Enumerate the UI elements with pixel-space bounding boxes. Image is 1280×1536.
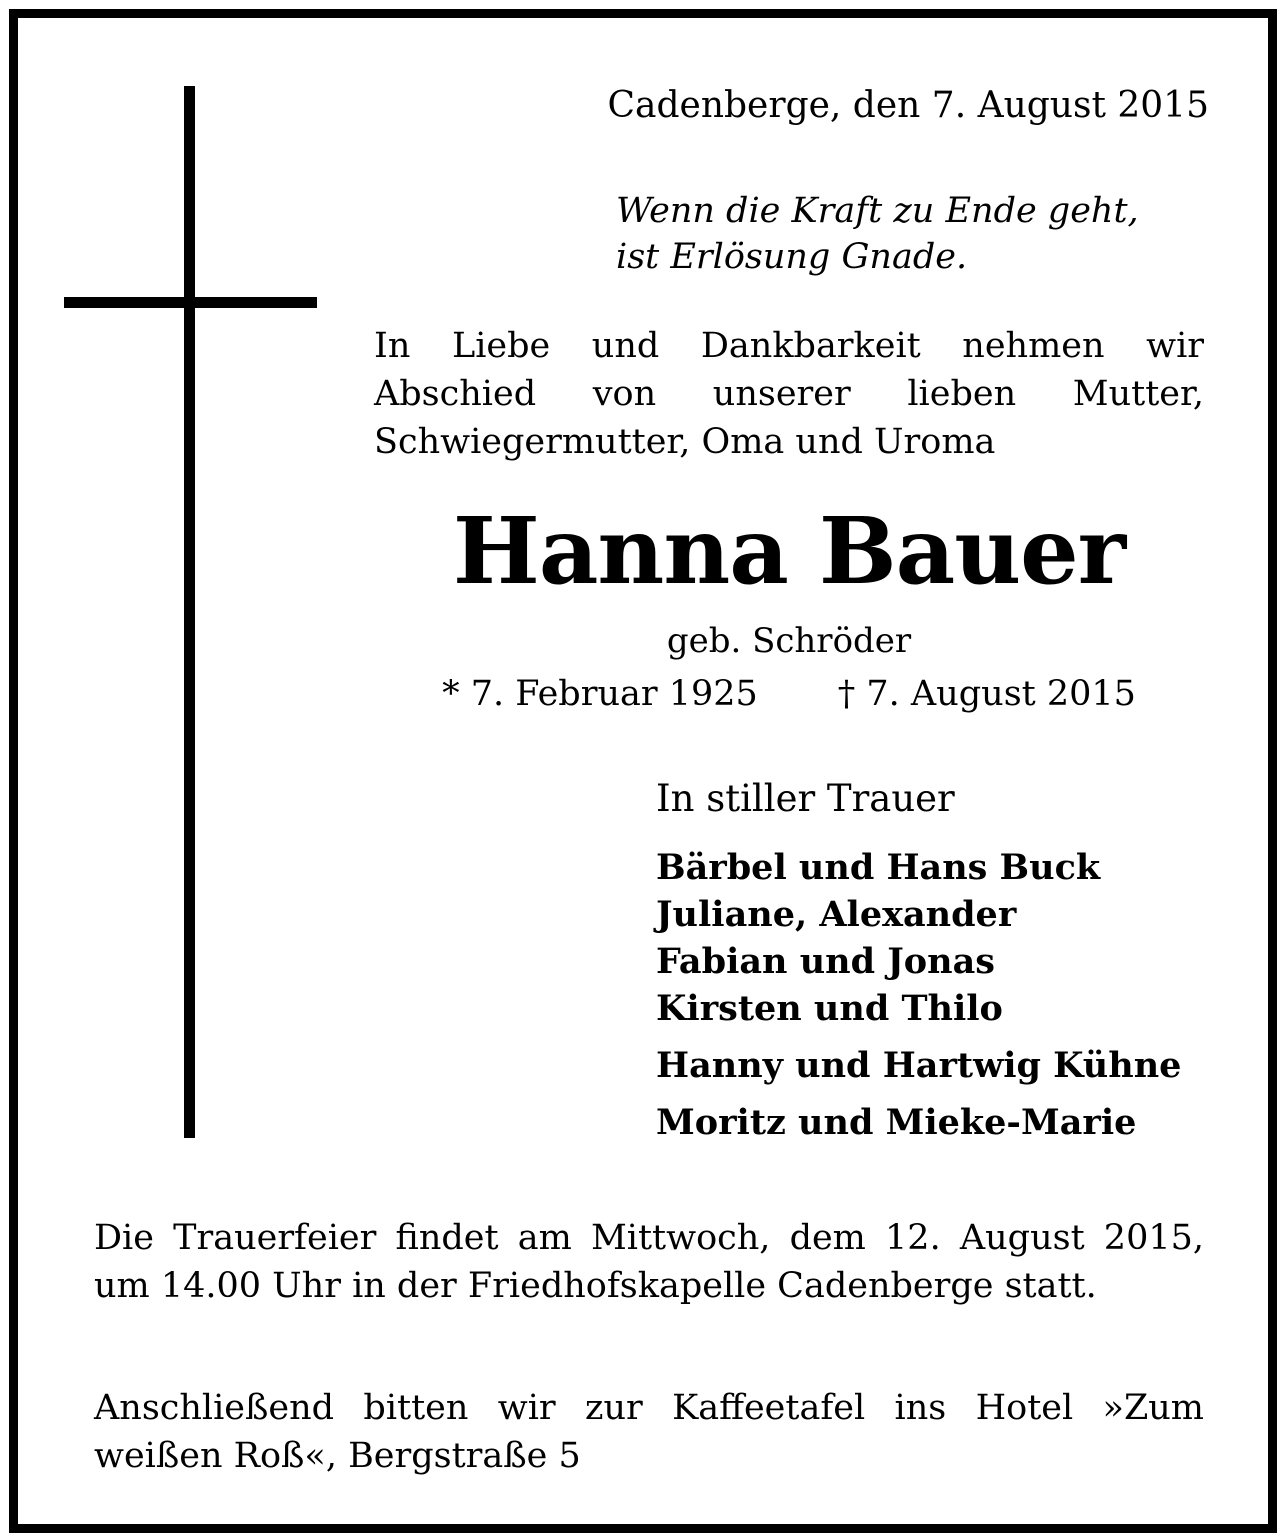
obituary-notice: [9, 9, 1277, 1533]
death-date: † 7. August 2015: [837, 674, 1136, 714]
cross-icon-horizontal-beam: [64, 297, 317, 308]
deceased-name: Hanna Bauer: [452, 497, 1126, 605]
mourner-line: Moritz und Mieke-Marie: [656, 1102, 1137, 1143]
birth-name: geb. Schröder: [666, 621, 912, 661]
ceremony-info: Die Trauerfeier findet am Mittwoch, dem 12. August 2015, um 14.00 Uhr in der Friedhofskapelle Cadenberge statt.: [94, 1218, 1204, 1306]
quote: [616, 188, 1139, 280]
quote-line-2: ist Erlösung Gnade.: [616, 237, 968, 277]
mourning-heading: In stiller Trauer: [656, 777, 955, 820]
quote-line-1: Wenn die Kraft zu Ende geht,: [616, 191, 1139, 231]
cross-icon-vertical-beam: [184, 86, 195, 1138]
intro-text: In Liebe und Dankbarkeit nehmen wir Abschied von unserer lieben Mutter, Schwiegermutter, Oma und Uroma: [374, 326, 1204, 462]
mourners-list: [656, 844, 1181, 1146]
mourner-line: Bärbel und Hans Buck: [656, 847, 1101, 888]
mourner-line: Kirsten und Thilo: [656, 988, 1003, 1029]
place-date: Cadenberge, den 7. August 2015: [607, 85, 1209, 126]
reception-info: Anschließend bitten wir zur Kaffeetafel ins Hotel »Zum weißen Roß«, Bergstraße 5: [94, 1388, 1204, 1476]
life-dates: [374, 672, 1204, 716]
mourner-line: Hanny und Hartwig Kühne: [656, 1045, 1182, 1086]
birth-date: * 7. Februar 1925: [442, 674, 758, 714]
mourner-line: Fabian und Jonas: [656, 941, 995, 982]
mourner-line: Juliane, Alexander: [656, 894, 1017, 935]
